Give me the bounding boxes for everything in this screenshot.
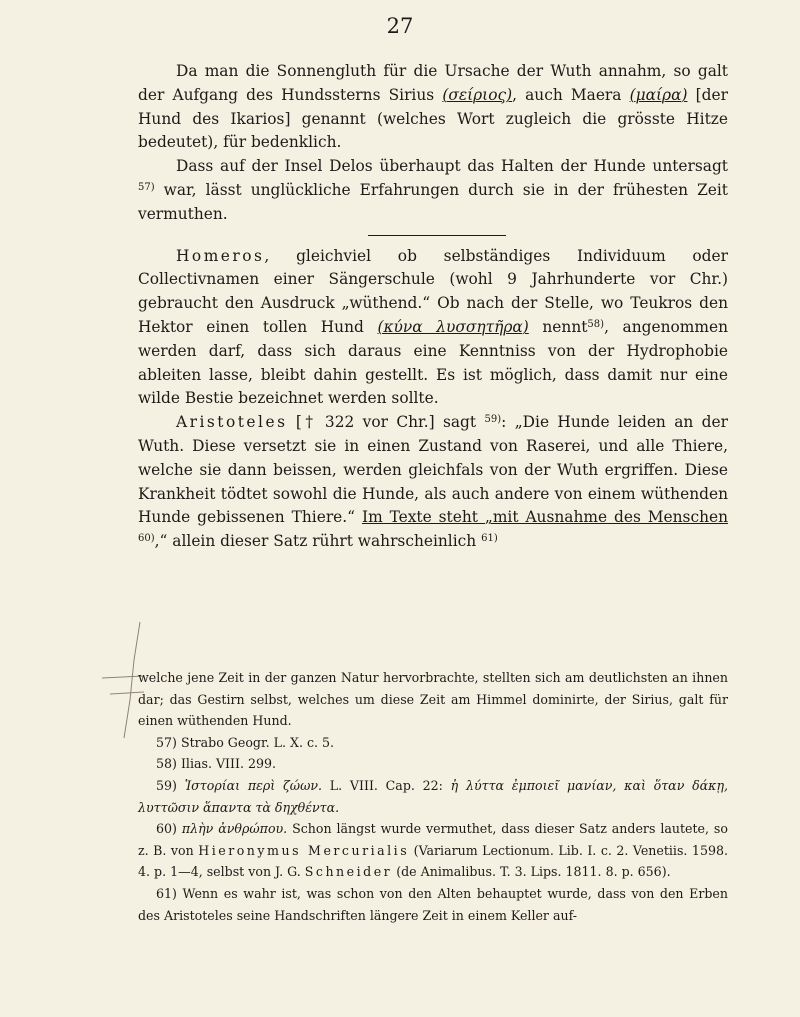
text-run: ,“ allein dieser Satz rührt wahrscheinlich xyxy=(154,532,477,551)
greek-term: (σείριος) xyxy=(442,85,513,104)
text-run: (Variarum Lectionum. Lib. I. c. 2. Venetiis. 1598. 4. p. 1—4, selbst von J. G. xyxy=(138,842,728,880)
text-run: (de Animalibus. T. 3. Lips. 1811. 8. p. 656). xyxy=(396,864,671,880)
greek-term: (κύνα λυσσητῆρα) xyxy=(377,317,529,336)
text-run: , auch Maera xyxy=(512,85,622,104)
footnote-ref: 58) xyxy=(587,318,605,330)
footnote-continuation: welche jene Zeit in der ganzen Natur hervorbrachte, stellten sich am deutlichsten an ihnen dar; das Gestirn selbst, welches um diese Zeit am Himmel dominirte, der Sirius, galt für einen wüthenden Hund. xyxy=(138,670,728,729)
author-name: Aristoteles xyxy=(176,413,288,432)
footnote-ref: 60) xyxy=(138,533,155,545)
paragraph-aristoteles xyxy=(138,411,728,554)
paragraph-delos xyxy=(138,155,728,226)
footnote-60 xyxy=(138,818,728,883)
footnote-number: 60) xyxy=(156,821,177,837)
text-run: [† 322 vor Chr.] sagt xyxy=(295,413,477,432)
footnote-ref: 57) xyxy=(138,181,155,193)
footnote-ref: 59) xyxy=(484,414,502,426)
footnote-number: 59) xyxy=(156,777,177,793)
text-run: nennt xyxy=(542,317,588,336)
text-run: Da man die Sonnengluth für die Ursache der Wuth annahm, so galt der Aufgang des Hundssterns Sirius xyxy=(138,62,728,104)
page-number: 27 xyxy=(386,14,414,38)
section-divider xyxy=(368,235,506,236)
footnote-59 xyxy=(138,775,728,818)
main-text xyxy=(138,60,728,554)
text-run: [der Hund des Ikarios] genannt (welches Wort zugleich die grösste Hitze bedeutet), für bedenklich. xyxy=(138,85,728,152)
greek-title: Ἱστορίαι περὶ ζώων. xyxy=(184,777,323,793)
footnote-58: 58) Ilias. VIII. 299. xyxy=(156,756,277,772)
footnotes xyxy=(138,667,728,926)
greek-quote: πλὴν ἀνθρώπου. xyxy=(181,821,288,837)
footnote-57: 57) Strabo Geogr. L. X. c. 5. xyxy=(156,734,335,750)
text-run: war, lässt unglückliche Erfahrungen durch sie in der frühesten Zeit vermuthen. xyxy=(138,180,728,223)
text-run: Schon längst wurde vermuthet, dass dieser Satz anders lautete, so z. B. von xyxy=(138,821,728,858)
author-name: Schneider xyxy=(304,864,393,880)
text-run: L. VIII. Cap. 22: xyxy=(329,777,443,793)
greek-quote: ἡ λύττα ἐμποιεῖ μανίαν, καὶ ὅταν δάκῃ, λυττῶσιν ἅπαντα τὰ δηχθέντα. xyxy=(138,777,728,815)
footnote-ref: 61) xyxy=(481,533,498,545)
text-run: , gleichviel ob selbständiges Individuum oder Collectivnamen einer Sängerschule (wohl 9 Jahrhunderte vor Chr.) gebraucht den Ausdruck „wüthend.“ Ob nach der Stelle, wo Teukros den Hektor einen tollen Hund xyxy=(138,246,728,336)
greek-term: (μαίρα) xyxy=(629,85,688,104)
text-run: Im Texte steht „mit Ausnahme des Menschen xyxy=(361,508,728,527)
text-run: , angenommen werden darf, dass sich daraus eine Kenntniss von der Hydrophobie ableiten lasse, bleibt dahin gestellt. Es ist möglich, dass damit nur eine wilde Bestie bezeichnet werden sollte. xyxy=(138,317,728,408)
text-run: Dass auf der Insel Delos überhaupt das Halten der Hunde untersagt xyxy=(176,157,728,176)
author-name: Hieronymus Mercurialis xyxy=(198,842,410,858)
paragraph-sirius xyxy=(138,60,728,155)
author-name: Homeros xyxy=(176,246,265,265)
text-run: : „Die Hunde leiden an der Wuth. Diese versetzt sie in einen Zustand von Raserei, und alle Thiere, welche sie dann beissen, werden gleichfals von der Wuth ergriffen. Diese Krankheit tödtet sowohl die Hunde, als auch andere von einem wüthenden Hunde gebissenen Thiere.“ xyxy=(138,413,728,527)
footnote-61: 61) Wenn es wahr ist, was schon von den Alten behauptet wurde, dass von den Erben des Aristoteles seine Handschriften längere Zeit in einem Keller auf- xyxy=(138,885,728,923)
paragraph-homeros xyxy=(138,245,728,412)
